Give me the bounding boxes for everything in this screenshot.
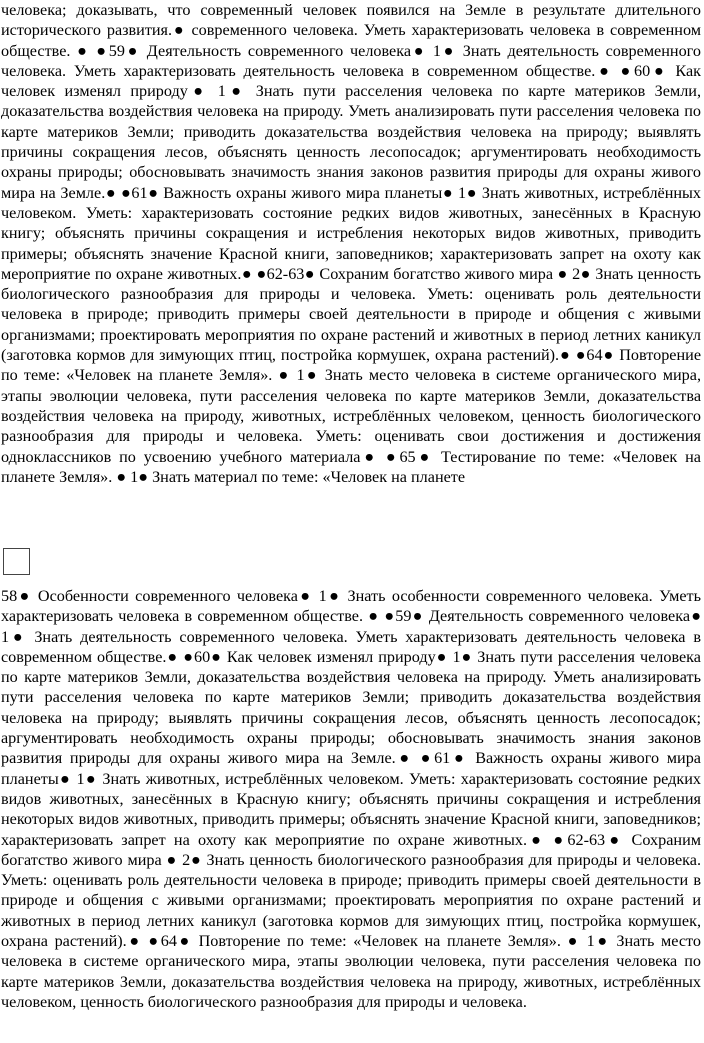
text-block-lower: 58● Особенности современного человека● 1● Знать особенности современного человека. Уметь характеризовать человека в современном обществе. ● ●59● Деятельность современного человека● 1● Знать деятельность современного человека. Уметь характеризовать деятельность человека в современном обществе.● ●60● Как человек изменял природу● 1● Знать пути расселения человека по карте материков Земли, доказательства воздействия человека на природу. Уметь анализировать пути расселения человека по карте материков Земли; приводить доказательства воздействия человека на природу; выявлять причины сокращения лесов, объяснять ценность лесопосадок; аргументировать необходимость охраны природы; обосновывать значимость знания законов развития природы для охраны живого мира на Земле.● ●61● Важность охраны живого мира планеты● 1● Знать животных, истреблённых человеком. Уметь: характеризовать состояние редких видов животных, занесённых в Красную книгу; объяснять причины сокращения и истребления некоторых видов животных, приводить примеры; объяснять значение Красной книги, заповедников; характеризовать запрет на охоту как мероприятие по охране животных.● ●62-63● Сохраним богатство живого мира ● 2● Знать ценность биологического разнообразия для природы и человека. Уметь: оценивать роль деятельности человека в природе; приводить примеры своей деятельности в природе и общения с живыми организмами; проектировать мероприятия по охране растений и животных в период летних каникул (заготовка кормов для зимующих птиц, постройка кормушек, охрана растений).● ●64● Повторение по теме: «Человек на планете Земля». ● 1● Знать место человека в системе органического мира, этапы эволюции человека, пути расселения человека по карте материков Земли, доказательства воздействия человека на природу, животных, истреблённых человеком, ценность биологического разнообразия для природы и человека. (1, 587, 701, 1011)
text-block-upper: человека; доказывать, что современный человек появился на Земле в результате длительного исторического развития.● современного человека. Уметь характеризовать человека в современном обществе. ● ●59● Деятельность современного человека● 1● Знать деятельность современного человека. Уметь характеризовать деятельность человека в современном обществе.● ●60● Как человек изменял природу● 1● Знать пути расселения человека по карте материков Земли, доказательства воздействия человека на природу. Уметь анализировать пути расселения человека по карте материков Земли; приводить доказательства воздействия человека на природу; выявлять причины сокращения лесов, объяснять ценность лесопосадок; аргументировать необходимость охраны природы; обосновывать значимость знания законов развития природы для охраны живого мира на Земле.● ●61● Важность охраны живого мира планеты● 1● Знать животных, истреблённых человеком. Уметь: характеризовать состояние редких видов животных, занесённых в Красную книгу; объяснять причины сокращения и истребления некоторых видов животных, приводить примеры; объяснять значение Красной книги, заповедников; характеризовать запрет на охоту как мероприятие по охране животных.● ●62-63● Сохраним богатство живого мира ● 2● Знать ценность биологического разнообразия для природы и человека. Уметь: оценивать роль деятельности человека в природе; приводить примеры своей деятельности в природе и общения с живыми организмами; проектировать мероприятия по охране растений и животных в период летних каникул (заготовка кормов для зимующих птиц, постройка кормушек, охрана растений).● ●64● Повторение по теме: «Человек на планете Земля». ● 1● Знать место человека в системе органического мира, этапы эволюции человека, пути расселения человека по карте материков Земли, доказательства воздействия человека на природу, животных, истреблённых человеком, ценность биологического разнообразия для природы и человека. Уметь: оценивать свои достижения и достижения одноклассников по усвоению учебного материала● ●65● Тестирование по теме: «Человек на планете Земля». ● 1● Знать материал по теме: «Человек на планете (1, 1, 701, 486)
image-placeholder-box (3, 548, 30, 575)
